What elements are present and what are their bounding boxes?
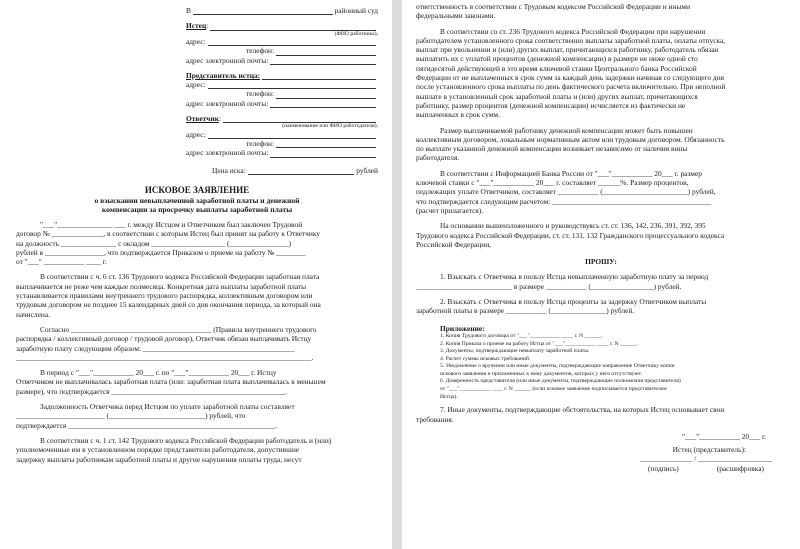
right-page — [402, 0, 800, 549]
text-line: выплате в установленный срок заработной платы и (или) других выплат, причитающихся — [416, 91, 698, 101]
email-label: адрес электронной почты: — [186, 98, 269, 108]
text-line: 1. Взыскать с Ответчика в пользу Истца невыплаченную заработную плату за период — [440, 272, 709, 282]
text-line: Российской Федерации, — [416, 239, 492, 249]
address-label: адрес: — [186, 80, 206, 90]
address-label: адрес: — [186, 129, 206, 139]
plaintiff-line: Истец : — [186, 21, 378, 30]
defendant-phone — [246, 139, 378, 148]
plaintiff-hint: (ФИО работника), — [334, 30, 378, 37]
email-field[interactable] — [270, 57, 376, 65]
text-line: устанавливается правилами внутреннего трудового распорядка, коллективным договором или — [16, 291, 313, 301]
paragraph — [16, 325, 378, 362]
text-line: В соответствии с Информацией Банка России от "___"___________ 20___ г. размер — [440, 168, 702, 178]
text-line: от "___" ___________ ____ г. — [16, 257, 107, 267]
defendant-hint: (наименование или ФИО работодателя), — [282, 123, 378, 130]
rep-phone — [246, 89, 378, 98]
attachment-item: 1. Копия Трудового договора от "___"___________ ____ г. N ______. — [440, 332, 603, 339]
claim-price-field[interactable] — [248, 167, 355, 175]
attachment-item: искового заявления и приложенных к нему документов, которых у него отсутствуют. — [440, 370, 643, 377]
text-line: после установленного срока выплаты по день фактического расчета включительно. При неполной — [416, 82, 726, 92]
text-line: На основании вышеизложенного и руководствуясь ст. ст. 136, 142, 236, 391, 392, 395 — [440, 221, 706, 231]
rep-email — [186, 99, 378, 108]
email-label: адрес электронной почты: — [186, 148, 269, 158]
text-line: уполномоченные им в установленном порядке представители работодателя, допустившие — [16, 445, 300, 455]
signature-captions — [416, 464, 786, 473]
defendant-address — [186, 130, 378, 139]
text-line: выплатить их с уплатой процентов (денежной компенсации) в размере не ниже одной сто — [416, 54, 698, 64]
paragraph — [416, 27, 786, 120]
text-line: что подтверждается следующим расчетом: ___________________________________________ — [416, 196, 712, 206]
text-line: рублей в ________________, что подтверждается Приказом о приеме на работу № ________ — [16, 247, 306, 257]
claim-price-label: Цена иска: — [212, 165, 246, 175]
text-line: трудовым договором не позднее 15 календарных дней со дня окончания периода, за который она — [16, 300, 321, 310]
court-line — [186, 6, 378, 15]
text-line: коллективным договором, локальным нормативным актом или трудовым договором. Обязанность — [416, 134, 725, 144]
text-line: ________________________ (__________________________) рублей, что — [16, 411, 246, 421]
attachment-item: 4. Расчет суммы исковых требований. — [440, 355, 531, 362]
text-line: Размер выплачиваемой работнику денежной компенсации может быть повышен — [440, 125, 693, 135]
text-line: Федерации от не выплаченных в срок сумм за каждый день задержки начиная со следующего дня — [416, 73, 725, 83]
paragraph — [416, 169, 786, 215]
defendant-line: Ответчик : — [186, 114, 378, 123]
plaintiff-email — [186, 56, 378, 65]
attachments-heading: Приложение: — [440, 323, 485, 333]
paragraph — [16, 220, 378, 266]
text-line: ответственность в соответствии с Трудовым кодексом Российской Федерации и иными — [416, 2, 691, 11]
request-item — [416, 297, 786, 316]
text-line: Трудового кодекса Российской Федерации, ст. ст. 131, 132 Гражданского процессуального кодекса — [416, 230, 725, 240]
text-line: ________________________________________________________________________________. — [16, 352, 314, 362]
text-line: заработной платы в размере ___________ (_______________) рублей. — [416, 306, 635, 316]
paragraph — [416, 221, 786, 249]
request-heading: ПРОШУ: — [585, 257, 617, 267]
paragraph — [16, 368, 378, 396]
text-line: выплачивается не реже чем каждые полмесяца. Конкретная дата выплаты заработной платы — [16, 281, 307, 291]
address-field[interactable] — [208, 131, 376, 139]
text-line: подлежащих уплате Ответчиком, составляет ___________ (_______________________) рублей, — [416, 187, 716, 197]
rep-field[interactable] — [262, 72, 376, 80]
phone-label: телефон: — [246, 46, 275, 56]
rep-line — [186, 71, 378, 80]
address-label: адрес: — [186, 37, 206, 46]
text-line: В соответствии со ст. 236 Трудового кодекса Российской Федерации при нарушении — [440, 26, 706, 36]
request-item — [416, 272, 786, 291]
attachment-item: от "___"___________ ____ г. N ______ (если исковое заявление подписывается представителем — [440, 386, 667, 393]
attachment-item: 3. Документы, подтверждающие невыплату заработной платы. — [440, 348, 590, 355]
page-separator — [392, 0, 402, 549]
document-title: ИСКОВОЕ ЗАЯВЛЕНИЕ — [144, 184, 250, 195]
text-line: федеральными законами. — [416, 11, 496, 21]
signature-caption: (подпись) — [648, 463, 679, 473]
text-line: В соответствии с ч. 1 ст. 142 Трудового кодекса Российской Федерации работодатель и (или) — [40, 435, 332, 445]
signature-date: "___"___________ 20___ г. — [682, 431, 766, 441]
text-line: "___"_______________ ___ г. между Истцом и Ответчиком был заключен Трудовой — [40, 219, 303, 229]
text-line: 2. Взыскать с Ответчика в пользу Истца проценты за задержку Ответчиком выплаты — [440, 297, 707, 307]
court-prefix: В — [186, 6, 191, 15]
text-line: Согласно ______________________________________ (Правила внутреннего трудового — [40, 324, 317, 334]
text-line: выплат при увольнении и (или) других выплат, причитающихся работнику, работодатель обязан — [416, 45, 719, 55]
phone-field[interactable] — [276, 140, 376, 148]
email-field[interactable] — [270, 150, 376, 158]
phone-label: телефон: — [246, 89, 275, 99]
paragraph — [416, 126, 786, 163]
text-line: на должность _______________ с окладом ____________________ (________________) — [16, 238, 292, 248]
text-line: работодателем установленного срока соответственно выплаты заработной платы, оплаты отпуска, — [416, 35, 726, 45]
text-line: Ответчиком не выплачивалась заработная плата (или: заработная плата выплачивалась в меньшем — [16, 377, 326, 387]
rep-label: Представитель истца: — [186, 70, 261, 80]
attachments-list — [416, 333, 786, 424]
left-page — [0, 0, 392, 549]
paragraph — [16, 436, 378, 464]
attachment-item: 5. Уведомление о вручении или иные документы, подтверждающие направление Ответчику копии — [440, 363, 675, 370]
plaintiff-address — [186, 37, 378, 46]
document-subtitle: о взыскании невыплаченной заработной платы и денежной — [94, 195, 300, 205]
text-line: В соответствии с ч. 6 ст. 136 Трудового кодекса Российской Федерации заработная плата — [40, 272, 320, 282]
email-field[interactable] — [270, 100, 376, 108]
court-suffix: районный суд — [334, 6, 378, 15]
text-line: работодателя. — [416, 153, 460, 163]
defendant-email — [186, 148, 378, 157]
text-line: распорядка / коллективный договор / трудовой договор), Ответчик обязан выплачивать Истцу — [16, 334, 312, 344]
text-line: размере), что подтверждается _______________________________________________. — [16, 386, 287, 396]
text-line: заработную плату следующим образом: _________________________________________ — [16, 343, 295, 353]
address-field[interactable] — [208, 81, 376, 89]
signer-label: Истец (представитель): — [672, 445, 746, 455]
text-line: пятидесятой действующей в это время ключевой ставки Центрального банка Российской — [416, 63, 697, 73]
document-subtitle: компенсации за просрочку выплаты заработной платы — [101, 204, 293, 214]
court-field[interactable] — [193, 7, 333, 15]
text-line: начислена. — [16, 309, 50, 319]
text-line: ключевой ставки с "___"___________ 20___ г. составляет ______%. Размер процентов, — [416, 178, 689, 188]
text-line: подтверждается ________________________________________________________. — [16, 420, 277, 430]
attachment-item: 2. Копия Приказа о приеме на работу Истца от "___"___________ ____ г. N ______. — [440, 340, 639, 347]
signature-caption: (расшифровка) — [716, 463, 764, 473]
plaintiff-phone — [246, 46, 378, 55]
attachment-item: 6. Доверенность представителя (или иные документы, подтверждающие полномочия представителя) — [440, 378, 681, 385]
phone-field[interactable] — [276, 48, 376, 56]
phone-label: телефон: — [246, 139, 275, 149]
signature-line[interactable]: ______________ / ____________________ — [640, 454, 772, 464]
text-line: выплаченных в срок сумм. — [416, 110, 500, 120]
attachment-item: требования. — [416, 414, 454, 424]
plaintiff-label: Истец — [186, 21, 207, 31]
paragraph — [16, 272, 378, 318]
attachment-item: 7. Иные документы, подтверждающие обстоятельства, на которых Истец основывает свои — [440, 405, 725, 415]
text-line: работнику, размер процентов (денежной компенсации) исчисляется из фактически не — [416, 100, 686, 110]
paragraph — [16, 402, 378, 430]
email-label: адрес электронной почты: — [186, 55, 269, 65]
paragraph — [416, 2, 786, 21]
text-line: задержку выплаты работникам заработной платы и другие нарушения оплаты труда, несут — [16, 454, 302, 464]
text-line: договор № ______________, в соответствии с которым Истец был принят на работу к Ответчику — [16, 229, 321, 239]
attachment-item: Истца). — [440, 393, 458, 400]
text-line: __________________________ в размере ___________ (_________________) рублей. — [416, 281, 682, 291]
text-line: В период с "___"___________ 20___ г. по "___"___________ 20___ г. Истцу — [40, 368, 277, 378]
defendant-label: Ответчик — [186, 114, 219, 124]
phone-field[interactable] — [276, 91, 376, 99]
claim-price-line — [212, 166, 378, 175]
text-line: (расчет прилагается). — [416, 205, 484, 215]
address-field[interactable] — [208, 38, 376, 46]
plaintiff-field[interactable] — [210, 23, 376, 31]
header-block — [186, 6, 378, 175]
text-line: Задолженность Ответчика перед Истцом по уплате заработной платы составляет — [40, 402, 295, 412]
rep-address — [186, 80, 378, 89]
text-line: по выплате указанной денежной компенсации возникает независимо от наличия вины — [416, 144, 688, 154]
claim-price-suffix: рублей — [356, 165, 378, 175]
